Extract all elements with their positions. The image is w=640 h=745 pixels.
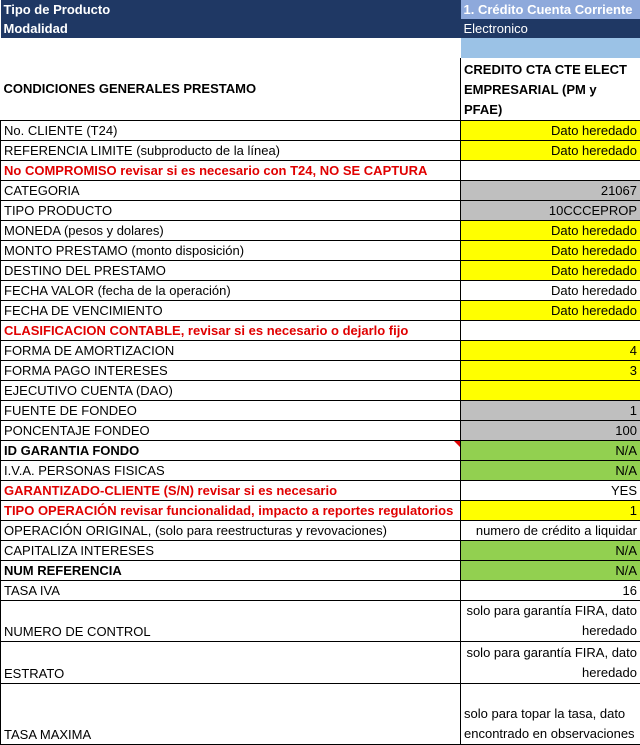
row-label[interactable]: MONTO PRESTAMO (monto disposición): [1, 240, 461, 260]
table-row: [1, 280, 640, 300]
table-row: [1, 140, 640, 160]
row-label[interactable]: CAPITALIZA INTERESES: [1, 540, 461, 560]
row-label[interactable]: TASA IVA: [1, 580, 461, 600]
product-line-1: CREDITO CTA CTE ELECT: [464, 60, 637, 80]
row-value[interactable]: YES: [461, 480, 640, 500]
row-label[interactable]: OPERACIÓN ORIGINAL, (solo para reestructuras y revovaciones): [1, 520, 461, 540]
product-header-cell[interactable]: [461, 58, 640, 120]
table-row: [1, 600, 640, 641]
table-row: [1, 120, 640, 140]
row-value[interactable]: 1: [461, 400, 640, 420]
table-row: [1, 300, 640, 320]
table-row: [1, 260, 640, 280]
header-row-modalidad: [1, 19, 640, 38]
table-row: [1, 420, 640, 440]
row-value[interactable]: 3: [461, 360, 640, 380]
table-row: [1, 400, 640, 420]
tipo-producto-value[interactable]: 1. Crédito Cuenta Corriente: [461, 0, 640, 19]
row-label[interactable]: NUM REFERENCIA: [1, 560, 461, 580]
row-value[interactable]: 21067: [461, 180, 640, 200]
row-value[interactable]: Dato heredado: [461, 300, 640, 320]
table-row: [1, 340, 640, 360]
row-label[interactable]: FECHA DE VENCIMIENTO: [1, 300, 461, 320]
row-label[interactable]: NUMERO DE CONTROL: [1, 600, 461, 641]
table-row: [1, 540, 640, 560]
table-row: [1, 460, 640, 480]
row-label[interactable]: EJECUTIVO CUENTA (DAO): [1, 380, 461, 400]
table-row: [1, 360, 640, 380]
row-value[interactable]: Dato heredado: [461, 260, 640, 280]
row-label[interactable]: CATEGORIA: [1, 180, 461, 200]
row-label[interactable]: ID GARANTIA FONDO: [1, 440, 461, 460]
table-row: [1, 240, 640, 260]
row-label[interactable]: TIPO OPERACIÓN revisar funcionalidad, impacto a reportes regulatorios: [1, 500, 461, 520]
row-value[interactable]: solo para garantía FIRA, dato heredado: [461, 641, 640, 683]
table-row: [1, 200, 640, 220]
table-row: [1, 641, 640, 683]
section-title-row: [1, 58, 640, 120]
row-value[interactable]: Dato heredado: [461, 280, 640, 300]
row-value[interactable]: N/A: [461, 540, 640, 560]
row-value[interactable]: solo para garantía FIRA, dato heredado: [461, 600, 640, 641]
row-value[interactable]: 1: [461, 500, 640, 520]
row-value[interactable]: Dato heredado: [461, 240, 640, 260]
table-row: [1, 180, 640, 200]
table-row: [1, 160, 640, 180]
row-value[interactable]: Dato heredado: [461, 140, 640, 160]
table-row: [1, 480, 640, 500]
row-value[interactable]: numero de crédito a liquidar: [461, 520, 640, 540]
table-row: [1, 560, 640, 580]
row-label[interactable]: No. CLIENTE (T24): [1, 120, 461, 140]
row-label[interactable]: CLASIFICACION CONTABLE, revisar si es necesario o dejarlo fijo: [1, 320, 461, 340]
spacer-cell-right[interactable]: [461, 38, 640, 58]
row-value[interactable]: N/A: [461, 460, 640, 480]
row-value[interactable]: Dato heredado: [461, 220, 640, 240]
row-label[interactable]: ESTRATO: [1, 641, 461, 683]
table-row: [1, 683, 640, 744]
modalidad-value[interactable]: Electronico: [461, 19, 640, 38]
table-row: [1, 380, 640, 400]
table-row: [1, 440, 640, 460]
row-label[interactable]: FORMA PAGO INTERESES: [1, 360, 461, 380]
row-value[interactable]: [461, 320, 640, 340]
spacer-row: [1, 38, 640, 58]
row-value[interactable]: 100: [461, 420, 640, 440]
row-label[interactable]: TIPO PRODUCTO: [1, 200, 461, 220]
row-label[interactable]: FUENTE DE FONDEO: [1, 400, 461, 420]
row-label[interactable]: FORMA DE AMORTIZACION: [1, 340, 461, 360]
table-row: [1, 580, 640, 600]
row-label[interactable]: TASA MAXIMA: [1, 683, 461, 744]
row-value[interactable]: Dato heredado: [461, 120, 640, 140]
table-row: [1, 500, 640, 520]
row-label[interactable]: I.V.A. PERSONAS FISICAS: [1, 460, 461, 480]
row-label[interactable]: MONEDA (pesos y dolares): [1, 220, 461, 240]
header-row-tipo: [1, 0, 640, 19]
row-value[interactable]: 10CCCEPROP: [461, 200, 640, 220]
row-value[interactable]: [461, 380, 640, 400]
row-label[interactable]: REFERENCIA LIMITE (subproducto de la línea): [1, 140, 461, 160]
row-value[interactable]: solo para topar la tasa, dato encontrado en observaciones: [461, 683, 640, 744]
table-row: [1, 220, 640, 240]
row-value[interactable]: 4: [461, 340, 640, 360]
product-line-2: EMPRESARIAL (PM y PFAE): [464, 80, 637, 120]
table-row: [1, 320, 640, 340]
spacer-cell-left[interactable]: [1, 38, 461, 58]
row-value[interactable]: [461, 160, 640, 180]
section-title[interactable]: CONDICIONES GENERALES PRESTAMO: [1, 58, 461, 120]
row-label[interactable]: GARANTIZADO-CLIENTE (S/N) revisar si es necesario: [1, 480, 461, 500]
row-value[interactable]: N/A: [461, 560, 640, 580]
row-label[interactable]: No COMPROMISO revisar si es necesario con T24, NO SE CAPTURA: [1, 160, 461, 180]
tipo-producto-label[interactable]: Tipo de Producto: [1, 0, 461, 19]
row-label[interactable]: FECHA VALOR (fecha de la operación): [1, 280, 461, 300]
row-label[interactable]: DESTINO DEL PRESTAMO: [1, 260, 461, 280]
row-label[interactable]: PONCENTAJE FONDEO: [1, 420, 461, 440]
row-value[interactable]: N/A: [461, 440, 640, 460]
table-row: [1, 520, 640, 540]
row-value[interactable]: 16: [461, 580, 640, 600]
modalidad-label[interactable]: Modalidad: [1, 19, 461, 38]
